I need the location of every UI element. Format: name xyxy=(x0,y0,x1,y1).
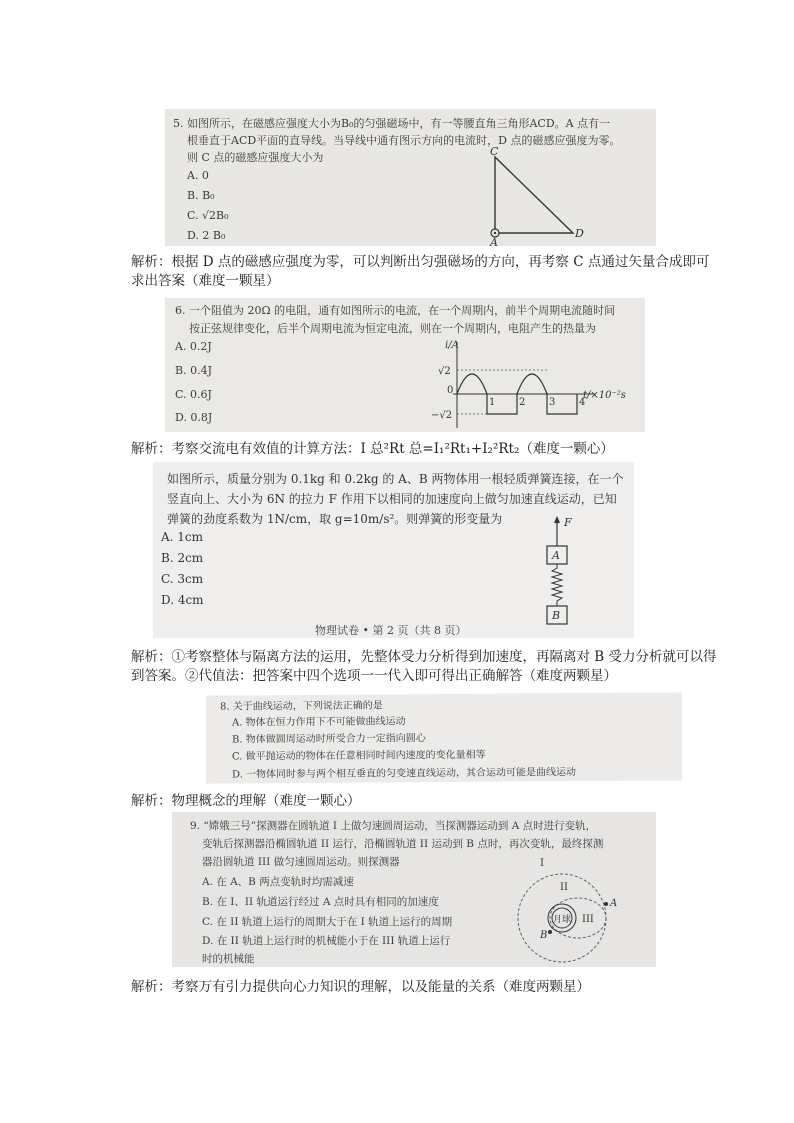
triangle-shape xyxy=(495,157,573,233)
analysis-5: 解析：根据 D 点的磁感应强度为零，可以判断出匀强磁场的方向，再考察 C 点通过矢量合成即可求出答案（难度一颗星） xyxy=(131,254,710,289)
spring-icon xyxy=(552,564,562,606)
q5-option: B. B₀ xyxy=(187,189,215,202)
arrow-head-icon xyxy=(554,516,560,523)
tick-1: 1 xyxy=(489,397,496,408)
q5-option: A. 0 xyxy=(187,169,209,182)
q5-option: D. 2 B₀ xyxy=(187,229,226,242)
q5-stem-line: 则 C 点的磁感应强度大小为 xyxy=(187,151,324,164)
q6-option: B. 0.4J xyxy=(175,364,212,377)
sine-half-1 xyxy=(457,374,487,394)
q6-option: C. 0.6J xyxy=(175,388,212,401)
q8-option: A. 物体在恒力作用下不可能做曲线运动 xyxy=(232,716,406,729)
y-pos-label: √2 xyxy=(438,366,451,377)
q9-option: A. 在 A、B 两点变轨时均需减速 xyxy=(202,876,354,888)
q9-stem-line: 9. “嫦娥三号”探测器在圆轨道 I 上做匀速圆周运动，当探测器运动到 A 点时进行变轨， xyxy=(190,820,597,832)
label-b: B xyxy=(540,930,548,941)
q5-stem-line: 5. 如图所示，在磁感应强度大小为B₀的匀强磁场中，有一等腰直角三角形ACD。A 点有一 xyxy=(173,117,611,130)
tick-4: 4 xyxy=(579,397,586,408)
point-a xyxy=(604,902,608,906)
current-graph xyxy=(405,336,643,432)
label-a: A xyxy=(552,549,560,562)
q6-option: D. 0.8J xyxy=(175,411,213,424)
label-i: I xyxy=(540,858,544,869)
q9-option: D. 在 II 轨道上运行时的机械能小于在 III 轨道上运行 xyxy=(202,935,451,947)
label-b: B xyxy=(552,609,561,622)
q5-stem-line: 根垂直于ACD平面的直导线。当导线中通有图示方向的电流时，D 点的磁感应强度为零。 xyxy=(187,134,621,147)
current-dot xyxy=(494,232,496,234)
point-b xyxy=(548,930,552,934)
q9-stem-line: 变轨后探测器沿椭圆轨道 II 运行，沿椭圆轨道 II 运动到 B 点时，再次变轨，最终探测 xyxy=(202,838,604,850)
question-9-image xyxy=(172,812,656,967)
page-footer: 物理试卷 • 第 2 页（共 8 页） xyxy=(315,624,467,637)
label-iii: III xyxy=(582,914,594,925)
label-d: D xyxy=(575,227,584,240)
q9-option: B. 在 I、II 轨道运行经过 A 点时具有相同的加速度 xyxy=(202,896,439,908)
label-a: A xyxy=(610,898,618,909)
analysis-9: 解析：考察万有引力提供向心力知识的理解，以及能量的关系（难度两颗星） xyxy=(131,979,590,995)
analysis-8: 解析：物理概念的理解（难度一颗心） xyxy=(131,793,361,809)
q6-stem-line: 按正弦规律变化，后半个周期电流为恒定电流，则在一个周期内，电阻产生的热量为 xyxy=(189,322,596,335)
question-5-image xyxy=(165,109,656,246)
label-f: F xyxy=(564,516,572,529)
triangle-acd-diagram xyxy=(475,147,595,246)
question-7-image xyxy=(153,462,634,638)
question-8-image xyxy=(206,692,682,783)
q9-stem-line: 器沿圆轨道 III 做匀速圆周运动。则探测器 xyxy=(202,856,400,868)
q6-option: A. 0.2J xyxy=(175,340,212,353)
q8-option: C. 做平抛运动的物体在任意相同时间内速度的变化量相等 xyxy=(232,749,486,763)
q8-stem: 8. 关于曲线运动，下列说法正确的是 xyxy=(220,700,383,713)
q5-option: C. √2B₀ xyxy=(187,209,229,222)
x-axis-label: t/×10⁻²s xyxy=(583,390,626,401)
origin-label: 0 xyxy=(447,385,454,396)
q7-option: C. 3cm xyxy=(161,572,204,586)
y-axis-label: i/A xyxy=(445,340,459,351)
tick-2: 2 xyxy=(519,397,526,408)
q7-stem-line: 弹簧的劲度系数为 1N/cm，取 g=10m/s²。则弹簧的形变量为 xyxy=(167,512,503,526)
y-neg-label: −√2 xyxy=(431,410,453,421)
question-6-image xyxy=(165,298,645,432)
spring-blocks-diagram xyxy=(533,514,593,630)
q7-stem-line: 如图所示，质量分别为 0.1kg 和 0.2kg 的 A、B 两物体用一根轻质弹簧连接，在一个 xyxy=(167,472,624,486)
q9-option: 时的机械能 xyxy=(202,953,255,965)
sine-half-2 xyxy=(517,374,547,394)
orbit-diagram xyxy=(498,856,638,964)
q7-option: B. 2cm xyxy=(161,551,204,565)
label-a: A xyxy=(490,236,498,246)
moon-label: 月球 xyxy=(553,915,572,925)
q9-option: C. 在 II 轨道上运行的周期大于在 I 轨道上运行的周期 xyxy=(202,916,453,928)
analysis-6: 解析：考察交流电有效值的计算方法：I 总²Rt 总=I₁²Rt₁+I₂²Rt₂（难度一颗心） xyxy=(131,441,614,457)
q8-option: B. 物体做圆周运动时所受合力一定指向圆心 xyxy=(232,733,426,746)
q7-option: D. 4cm xyxy=(161,593,204,607)
q6-stem-line: 6. 一个阻值为 20Ω 的电阻，通有如图所示的电流，在一个周期内，前半个周期电流随时间 xyxy=(175,304,616,317)
q7-option: A. 1cm xyxy=(161,530,204,544)
analysis-7: 解析：①考察整体与隔离方法的运用，先整体受力分析得到加速度，再隔离对 B 受力分析就可以得到答案。②代值法：把答案中四个选项一一代入即可得出正确解答（难度两颗星） xyxy=(131,649,717,684)
tick-3: 3 xyxy=(549,397,556,408)
q7-stem-line: 竖直向上、大小为 6N 的拉力 F 作用下以相同的加速度向上做匀加速直线运动，已知 xyxy=(167,492,617,506)
label-c: C xyxy=(490,147,499,158)
label-ii: II xyxy=(560,882,568,893)
q8-option: D. 一物体同时参与两个相互垂直的匀变速直线运动，其合运动可能是曲线运动 xyxy=(232,767,577,781)
